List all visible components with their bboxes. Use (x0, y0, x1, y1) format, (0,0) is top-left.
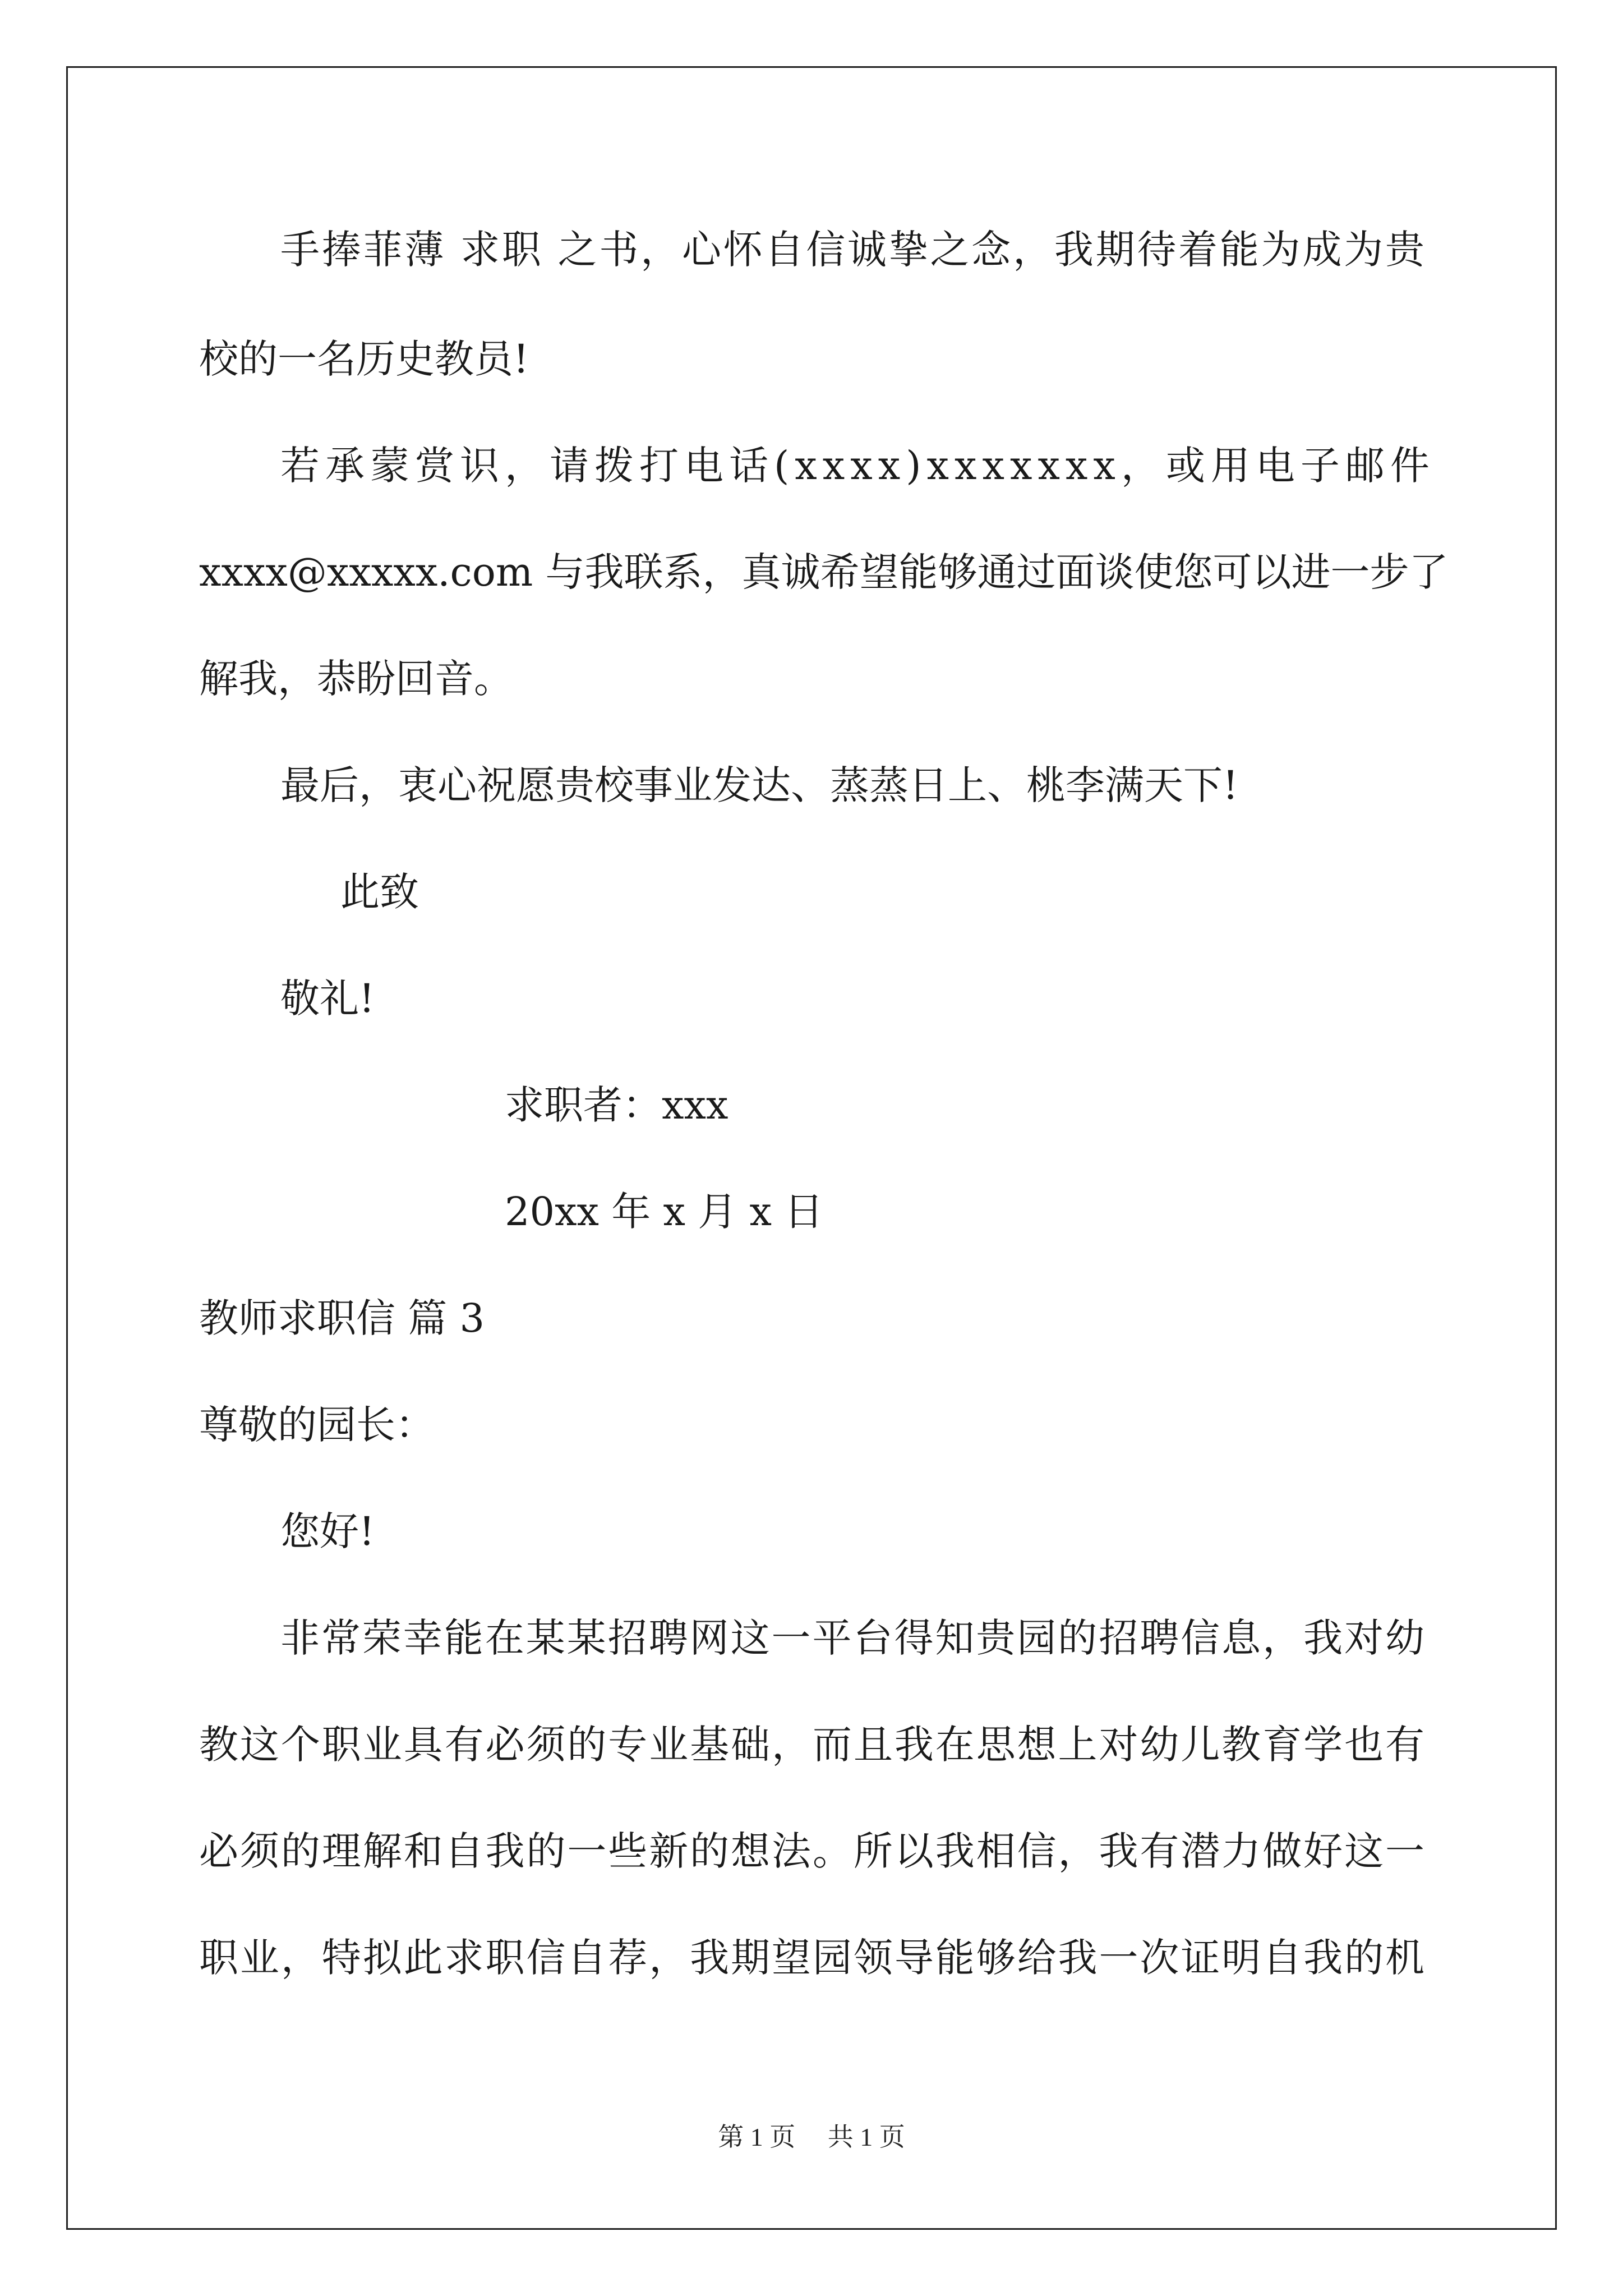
paragraph-line: 最后，衷心祝愿贵校事业发达、蒸蒸日上、桃李满天下! (280, 762, 1239, 808)
paragraph-line: 必须的理解和自我的一些新的想法。所以我相信，我有潜力做好这一 (199, 1828, 1424, 1874)
greeting-line: 您好! (280, 1508, 375, 1554)
paragraph-line: 职业，特拟此求职信自荐，我期望园领导能够给我一次证明自我的机 (199, 1935, 1424, 1981)
paragraph-line: 若承蒙赏识，请拨打电话(xxxx)xxxxxxx，或用电子邮件 (280, 443, 1435, 489)
section-heading: 教师求职信 篇 3 (199, 1295, 485, 1341)
paragraph-line: 非常荣幸能在某某招聘网这一平台得知贵园的招聘信息，我对幼 (280, 1615, 1424, 1661)
paragraph-line: xxxx@xxxxx.com 与我联系，真诚希望能够通过面谈使您可以进一步了 (199, 549, 1449, 595)
paragraph-line: 校的一名历史教员! (199, 336, 529, 382)
date-line: 20xx 年 x 月 x 日 (505, 1189, 824, 1235)
closing-line: 敬礼! (280, 976, 375, 1022)
salutation-line: 尊敬的园长： (199, 1402, 435, 1448)
paragraph-line: 解我，恭盼回音。 (199, 656, 513, 702)
page-border (66, 66, 1557, 2230)
paragraph-line: 手捧菲薄 求职 之书，心怀自信诚挚之念，我期待着能为成为贵 (280, 227, 1424, 273)
page-footer: 第 1 页 共 1 页 (718, 2123, 905, 2151)
signer-line: 求职者：xxx (505, 1082, 728, 1128)
paragraph-line: 教这个职业具有必须的专业基础，而且我在思想上对幼儿教育学也有 (199, 1722, 1424, 1768)
closing-line: 此致 (340, 869, 419, 915)
